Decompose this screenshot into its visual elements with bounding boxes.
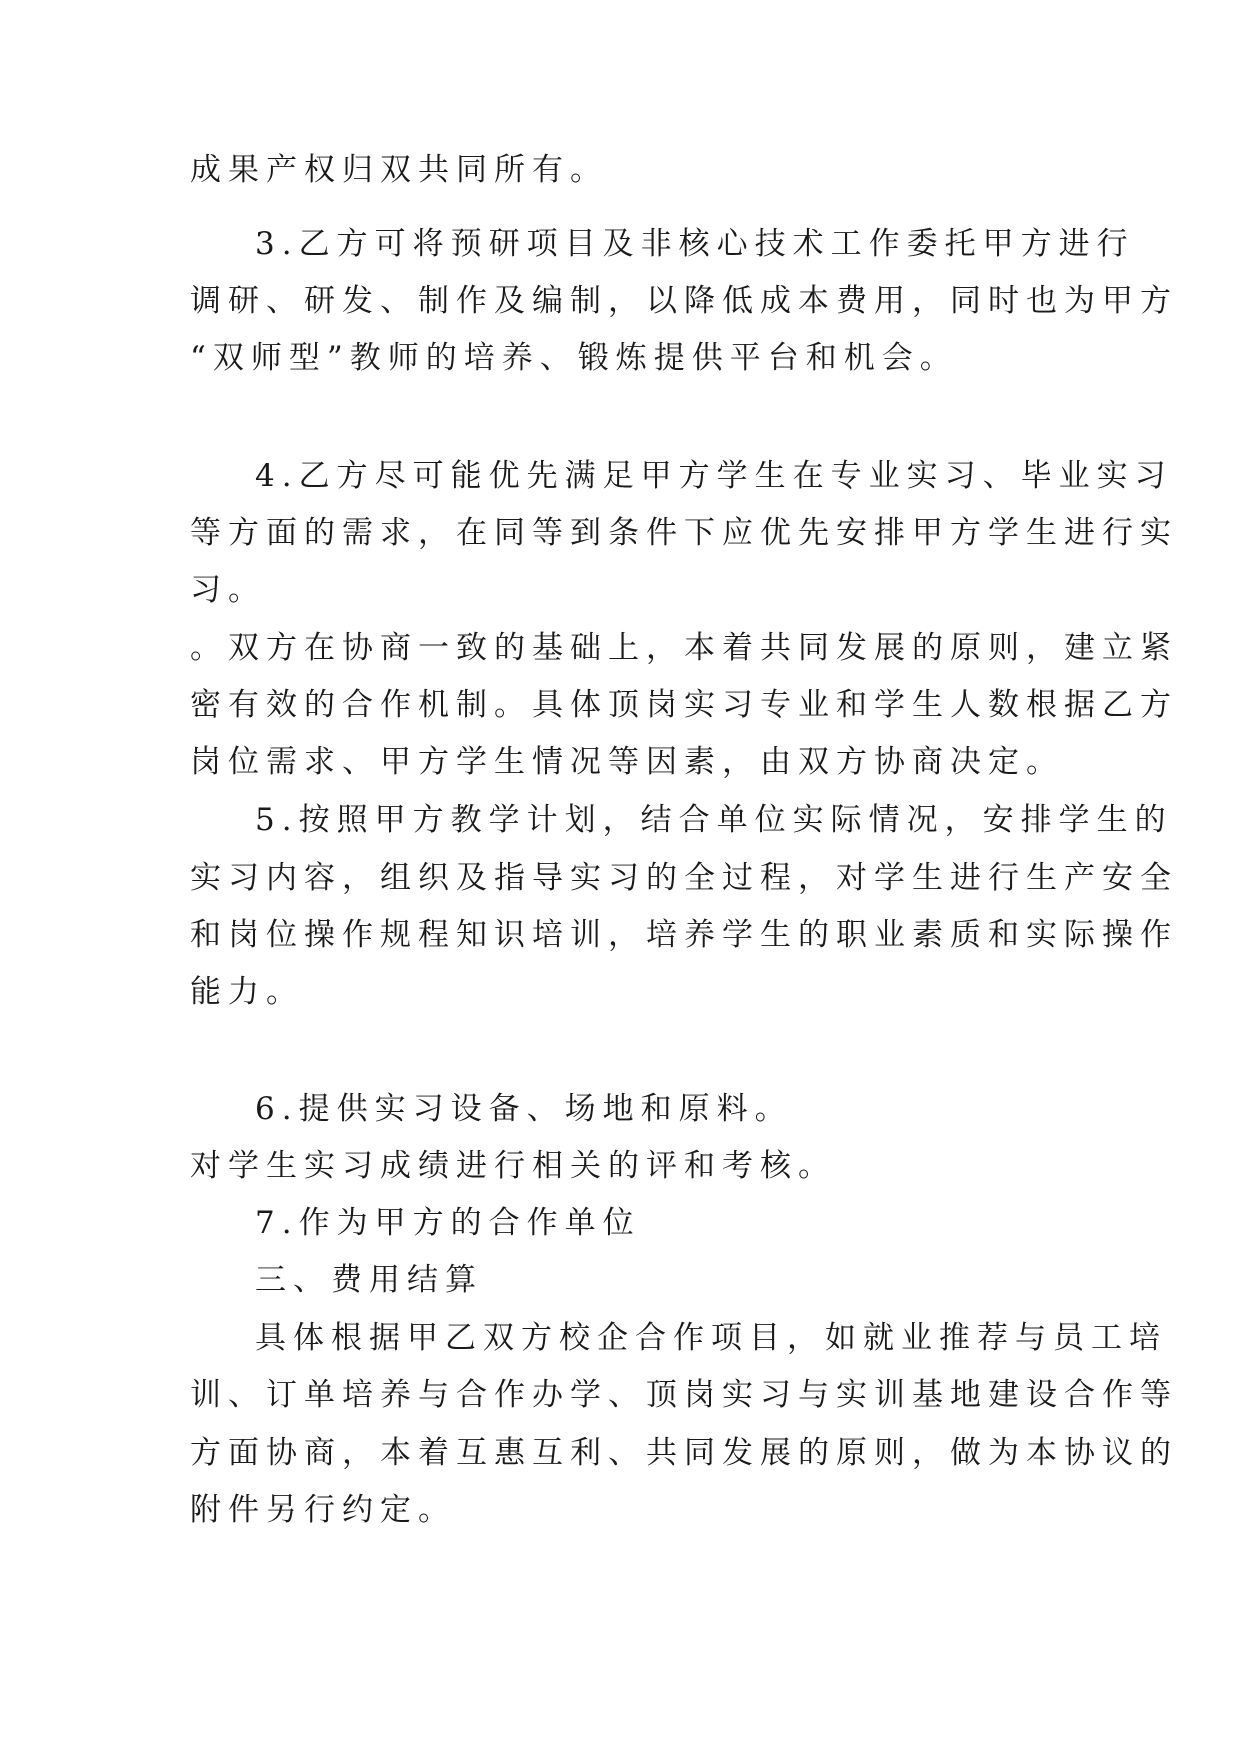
section-heading: 三、费用结算 <box>255 1262 483 1298</box>
text-line-2: 3.乙方可将预研项目及非核心技术工作委托甲方进行 <box>255 226 1135 262</box>
text-line-21: 方面协商，本着互惠互利、共同发展的原则，做为本协议的 <box>190 1435 1178 1471</box>
text-line-17: 7.作为甲方的合作单位 <box>255 1205 641 1241</box>
text-line-1: 成果产权归双共同所有。 <box>190 152 608 188</box>
text-line-16: 对学生实习成绩进行相关的评和考核。 <box>190 1148 836 1184</box>
text-line-9: 密有效的合作机制。具体顶岗实习专业和学生人数根据乙方 <box>190 687 1178 723</box>
text-line-5: 4.乙方尽可能优先满足甲方学生在专业实习、毕业实习 <box>255 458 1173 494</box>
text-line-13: 和岗位操作规程知识培训，培养学生的职业素质和实际操作 <box>190 917 1178 953</box>
text-line-15: 6.提供实习设备、场地和原料。 <box>255 1091 793 1127</box>
text-line-11: 5.按照甲方教学计划，结合单位实际情况，安排学生的 <box>255 802 1173 838</box>
text-line-6: 等方面的需求，在同等到条件下应优先安排甲方学生进行实 <box>190 515 1178 551</box>
text-line-19: 具体根据甲乙双方校企合作项目，如就业推荐与员工培 <box>255 1320 1167 1356</box>
text-line-3: 调研、研发、制作及编制，以降低成本费用，同时也为甲方 <box>190 283 1178 319</box>
text-line-12: 实习内容，组织及指导实习的全过程，对学生进行生产安全 <box>190 860 1178 896</box>
text-line-14: 能力。 <box>190 974 304 1010</box>
text-line-20: 训、订单培养与合作办学、顶岗实习与实训基地建设合作等 <box>190 1377 1178 1413</box>
text-line-10: 岗位需求、甲方学生情况等因素，由双方协商决定。 <box>190 744 1064 780</box>
text-line-7: 习。 <box>190 572 266 608</box>
text-line-22: 附件另行约定。 <box>190 1492 456 1528</box>
text-line-8: 。双方在协商一致的基础上，本着共同发展的原则，建立紧 <box>190 630 1178 666</box>
text-line-4: “双师型”教师的培养、锻炼提供平台和机会。 <box>190 340 958 376</box>
